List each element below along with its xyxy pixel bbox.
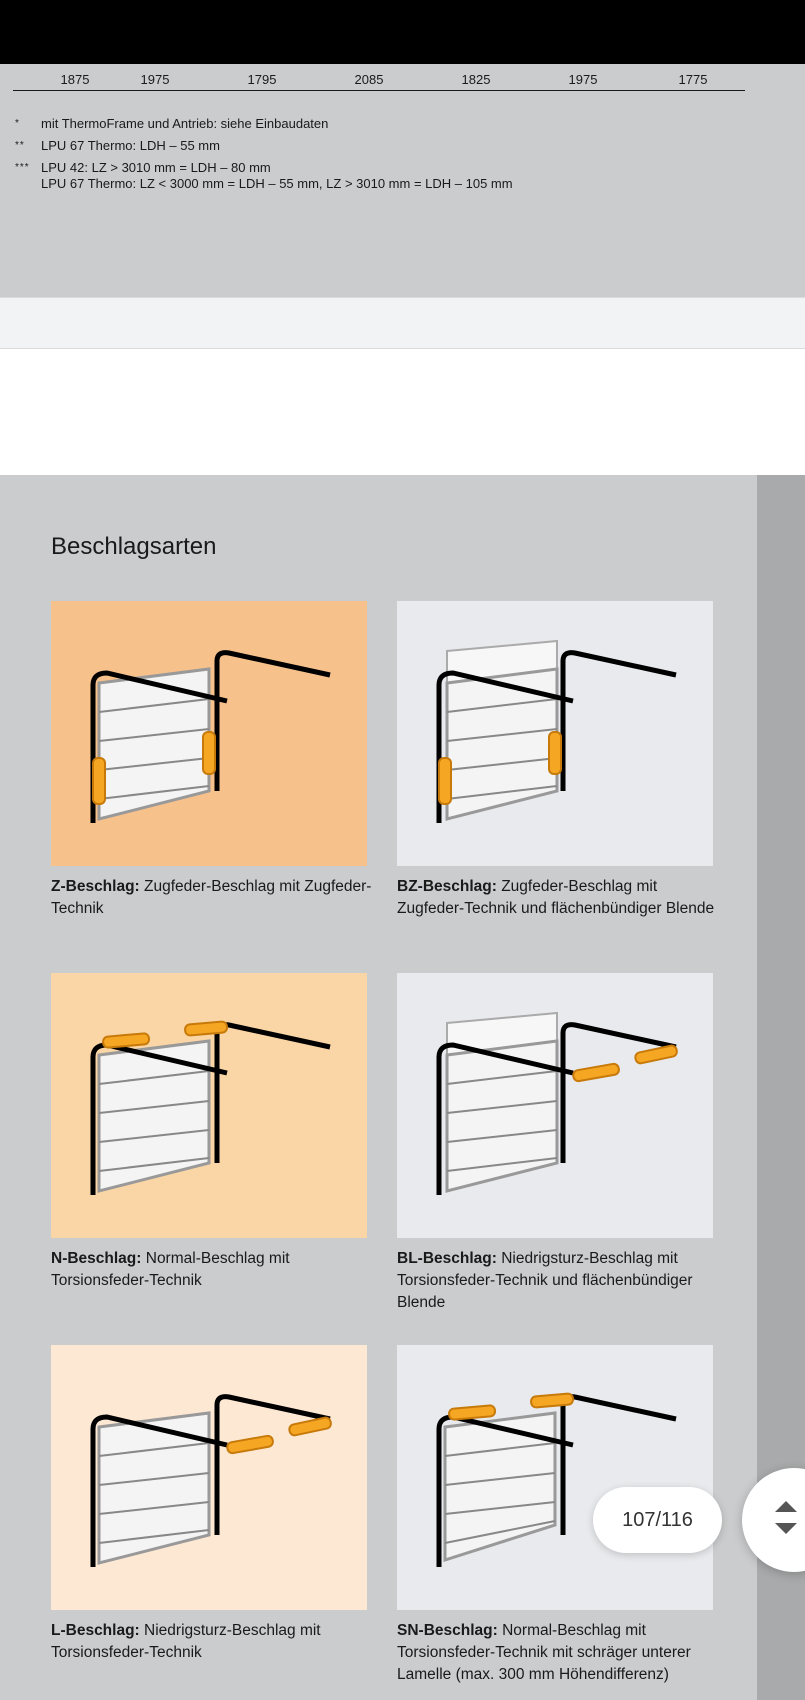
arrow-up-icon xyxy=(775,1501,797,1512)
card-caption xyxy=(397,876,727,920)
caption-text: Niedrigsturz-Beschlag mit Torsionsfeder-Technik und flächenbündiger Blende xyxy=(397,1250,693,1311)
caption-text: Zugfeder-Beschlag mit Zugfeder-Technik und flächenbündiger Blende xyxy=(397,878,715,917)
caption-text: Normal-Beschlag mit Torsionsfeder-Technik mit schräger unterer Lamelle (max. 300 mm Höhendifferenz) xyxy=(397,1622,691,1683)
footnote-text: mit ThermoFrame und Antrieb: siehe Einbaudaten xyxy=(41,116,329,131)
footnotes xyxy=(15,116,513,198)
top-bar xyxy=(0,0,805,64)
card-caption xyxy=(397,1248,727,1314)
caption-text: Normal-Beschlag mit Torsionsfeder-Technik xyxy=(51,1250,290,1289)
table-cell: 1795 xyxy=(247,72,277,87)
caption-term: Z-Beschlag: xyxy=(51,878,140,895)
table-cell: 1975 xyxy=(140,72,170,87)
table-cell: 1775 xyxy=(678,72,708,87)
page-divider xyxy=(0,297,805,349)
card-bl-beschlag xyxy=(397,973,713,1314)
illustration-sn xyxy=(397,1345,713,1610)
page-indicator[interactable]: 107/116 xyxy=(593,1487,722,1553)
caption-term: N-Beschlag: xyxy=(51,1250,142,1267)
illustration-bz xyxy=(397,601,713,866)
arrow-down-icon xyxy=(775,1523,797,1534)
card-n-beschlag xyxy=(51,973,367,1292)
footnote-marker: * xyxy=(15,118,20,129)
illustration-z xyxy=(51,601,367,866)
card-caption xyxy=(51,876,381,920)
footnote-text: LPU 67 Thermo: LZ < 3000 mm = LDH – 55 mm, LZ > 3010 mm = LDH – 105 mm xyxy=(41,176,513,191)
caption-term: BL-Beschlag: xyxy=(397,1250,497,1267)
table-row xyxy=(13,64,745,91)
illustration-n xyxy=(51,973,367,1238)
footnote xyxy=(15,116,513,132)
garage-door-l-illustration xyxy=(51,1345,367,1610)
section-title: Beschlagsarten xyxy=(51,533,217,560)
table-cell: 1975 xyxy=(568,72,598,87)
card-caption xyxy=(51,1620,381,1664)
illustration-bl xyxy=(397,973,713,1238)
caption-term: BZ-Beschlag: xyxy=(397,878,497,895)
card-caption xyxy=(51,1248,381,1292)
table-cell: 1875 xyxy=(60,72,90,87)
footnote-text: LPU 42: LZ > 3010 mm = LDH – 80 mm xyxy=(41,160,271,175)
page-106 xyxy=(0,64,805,297)
footnote-text: LPU 67 Thermo: LDH – 55 mm xyxy=(41,138,220,153)
footnote xyxy=(15,138,513,154)
garage-door-sn-illustration xyxy=(397,1345,713,1610)
illustration-l xyxy=(51,1345,367,1610)
caption-text: Zugfeder-Beschlag mit Zugfeder-Technik xyxy=(51,878,372,917)
garage-door-bl-illustration xyxy=(397,973,713,1238)
garage-door-z-illustration xyxy=(51,601,367,866)
card-z-beschlag xyxy=(51,601,372,920)
page-gap xyxy=(0,349,805,475)
table-cell: 2085 xyxy=(354,72,384,87)
garage-door-n-illustration xyxy=(51,973,367,1238)
caption-term: L-Beschlag: xyxy=(51,1622,140,1639)
footnote-marker: *** xyxy=(15,162,30,173)
footnote xyxy=(15,160,513,192)
caption-term: SN-Beschlag: xyxy=(397,1622,498,1639)
card-bz-beschlag xyxy=(397,601,713,920)
card-l-beschlag xyxy=(51,1345,367,1664)
table-cell: 1825 xyxy=(461,72,491,87)
footnote-marker: ** xyxy=(15,140,25,151)
caption-text: Niedrigsturz-Beschlag mit Torsionsfeder-Technik xyxy=(51,1622,321,1661)
garage-door-bz-illustration xyxy=(397,601,713,866)
card-caption xyxy=(397,1620,727,1686)
